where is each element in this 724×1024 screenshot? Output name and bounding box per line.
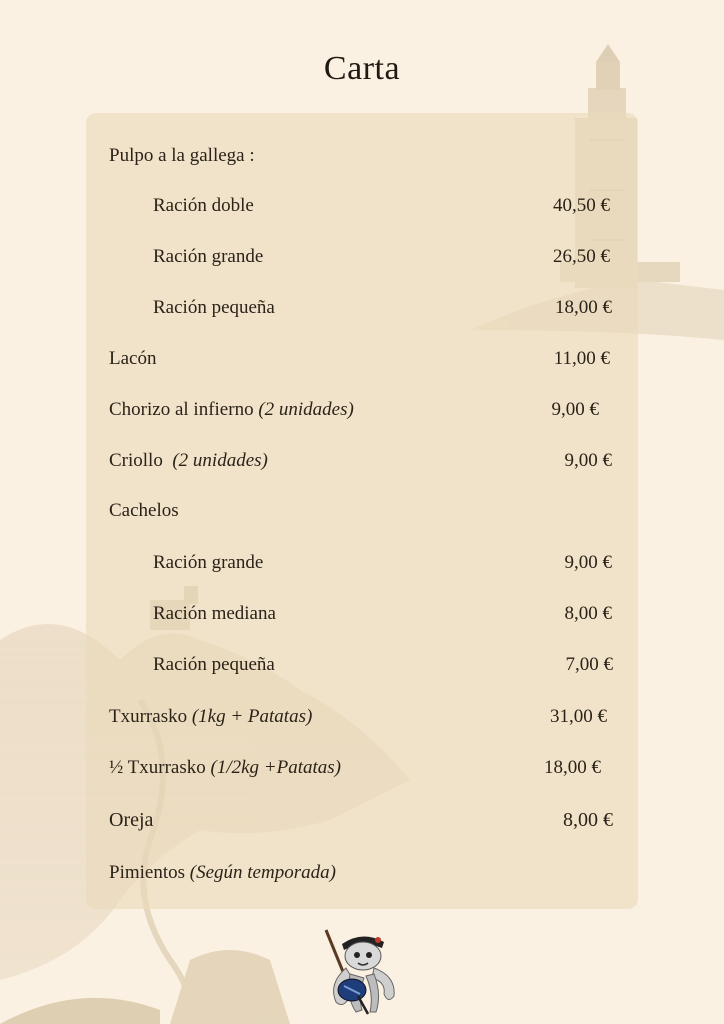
item-note: (1/2kg +Patatas) — [210, 757, 341, 778]
item-note: (2 unidades) — [258, 399, 354, 420]
item-price: 7,00 € — [565, 654, 613, 675]
item-price: 9,00 € — [564, 450, 612, 471]
item-name: Criollo — [109, 450, 173, 471]
item-name: Pulpo a la gallega : — [109, 145, 255, 166]
item-name: Ración mediana — [153, 603, 276, 624]
item-price: 18,00 € — [555, 297, 612, 318]
item-price: 31,00 € — [550, 706, 607, 727]
menu-item-cachelos-pequena — [0, 651, 724, 679]
menu-item-pulpo — [0, 142, 724, 170]
item-price: 11,00 € — [553, 348, 610, 369]
item-note: (1kg + Patatas) — [191, 706, 313, 727]
item-name: Cachelos — [109, 500, 179, 521]
item-name: Pimientos — [109, 862, 190, 883]
menu-item-cachelos-grande — [0, 549, 724, 577]
item-name: Ración grande — [153, 246, 264, 267]
item-name: Ración grande — [153, 552, 264, 573]
page-title: Carta — [323, 50, 401, 87]
menu-item-cachelos — [0, 497, 724, 525]
item-price: 18,00 € — [544, 757, 601, 778]
item-note: (Según temporada) — [189, 862, 336, 883]
item-name: Lacón — [109, 348, 157, 369]
item-name: ½ Txurrasko — [109, 757, 211, 778]
item-name: Ración doble — [153, 195, 254, 216]
menu-item-lacon — [0, 345, 724, 373]
item-name: Ración pequeña — [153, 297, 275, 318]
menu-item-cachelos-mediana — [0, 600, 724, 628]
menu-item-oreja — [0, 806, 724, 834]
menu-item-pimientos — [0, 859, 724, 887]
item-price: 8,00 € — [564, 603, 612, 624]
item-name: Ración pequeña — [153, 654, 275, 675]
item-price: 9,00 € — [564, 552, 612, 573]
menu-item-racion-pequena — [0, 294, 724, 322]
item-price: 9,00 € — [551, 399, 599, 420]
menu-item-medio-txurrasko — [0, 754, 724, 782]
item-price: 8,00 € — [563, 809, 613, 831]
item-name: Chorizo al infierno — [109, 399, 259, 420]
item-name: Oreja — [109, 809, 154, 831]
octopus-bagpiper-icon — [318, 924, 406, 1016]
menu-item-txurrasko — [0, 703, 724, 731]
item-name: Txurrasko — [109, 706, 192, 727]
item-note: (2 unidades) — [172, 450, 268, 471]
menu-item-racion-doble — [0, 192, 724, 220]
menu-item-criollo — [0, 447, 724, 475]
menu-item-chorizo — [0, 396, 724, 424]
menu-item-racion-grande — [0, 243, 724, 271]
item-price: 40,50 € — [553, 195, 610, 216]
item-price: 26,50 € — [553, 246, 610, 267]
